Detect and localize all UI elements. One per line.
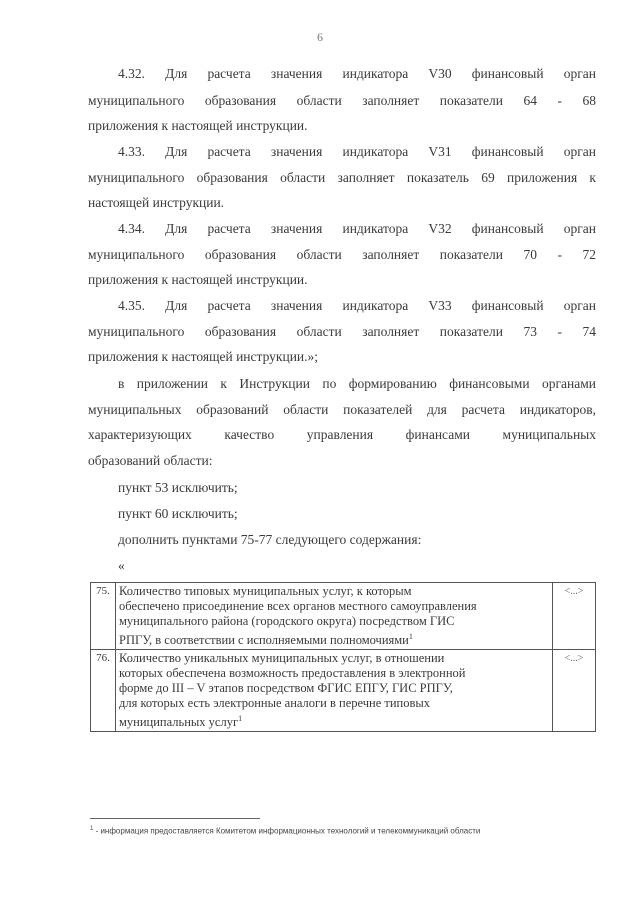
open-quote: « [118,558,125,573]
indicators-table [90,582,596,732]
paragraph-line: муниципального образования области заполняет показатели 73 - 74 [88,324,596,339]
row-description-line: муниципальных услуг$^1$ [119,714,243,730]
page-number: 6 [317,30,323,44]
paragraph-line: образований области: [88,453,213,468]
paragraph-line: приложения к настоящей инструкции. [88,118,308,133]
footnote-separator [90,818,260,819]
footnote [90,826,610,836]
paragraph-line: приложения к настоящей инструкции. [88,272,308,287]
paragraph-line: характеризующих качество управления финансами муниципальных [88,427,596,442]
paragraph-line: муниципального образования области заполняет показатель 69 приложения к [88,170,596,185]
row-description-line: Количество уникальных муниципальных услуг, в отношении [119,651,445,666]
table-row [91,650,596,732]
row-description [116,650,553,732]
row-number: 75. [91,583,116,650]
row-description-line: для которых есть электронные аналоги в перечне типовых [119,696,431,711]
row-description-line: муниципального района (городского округа) посредством ГИС [119,614,455,628]
row-description-line: форме до III – V этапов посредством ФГИС ЕПГУ, ГИС РПГУ, [119,681,453,696]
paragraph-line: 4.32. Для расчета значения индикатора V30 финансовый орган [118,66,596,81]
footnote-ref: 1 [238,714,243,724]
row-description-line: которых обеспечена возможность предоставления в электронной [119,666,466,681]
paragraph-line: настоящей инструкции. [88,195,225,210]
row-value: <...> [553,650,596,732]
paragraph-line: 4.33. Для расчета значения индикатора V31 финансовый орган [118,144,596,159]
instruction-line: пункт 53 исключить; [118,480,238,495]
row-value: <...> [553,583,596,650]
footnote-marker: 1 [90,826,94,832]
instruction-line: пункт 60 исключить; [118,506,238,521]
paragraph-line: муниципального образования области заполняет показатели 64 - 68 [88,93,596,108]
paragraph-line: муниципальных образований области показателей для расчета индикаторов, [88,402,596,417]
row-description [116,583,553,650]
row-description-line: РПГУ, в соответствии с исполняемыми полномочиями$^1$ [119,632,413,648]
paragraph-line: 4.35. Для расчета значения индикатора V33 финансовый орган [118,298,596,313]
footnote-ref: 1 [408,632,413,641]
footnote-text: - информация предоставляется Комитетом информационных технологий и телекоммуникаций области [93,826,481,836]
row-number: 76. [91,650,116,732]
row-description-line: обеспечено присоединение всех органов местного самоуправления [119,599,477,613]
paragraph-line: муниципального образования области заполняет показатели 70 - 72 [88,247,596,262]
paragraph-line: 4.34. Для расчета значения индикатора V32 финансовый орган [118,221,596,236]
paragraph-line: приложения к настоящей инструкции.»; [88,349,319,364]
instruction-line: дополнить пунктами 75-77 следующего содержания: [118,532,422,547]
row-description-line: Количество типовых муниципальных услуг, к которым [119,584,412,598]
paragraph-line: в приложении к Инструкции по формированию финансовыми органами [118,376,596,391]
table-row [91,583,596,650]
